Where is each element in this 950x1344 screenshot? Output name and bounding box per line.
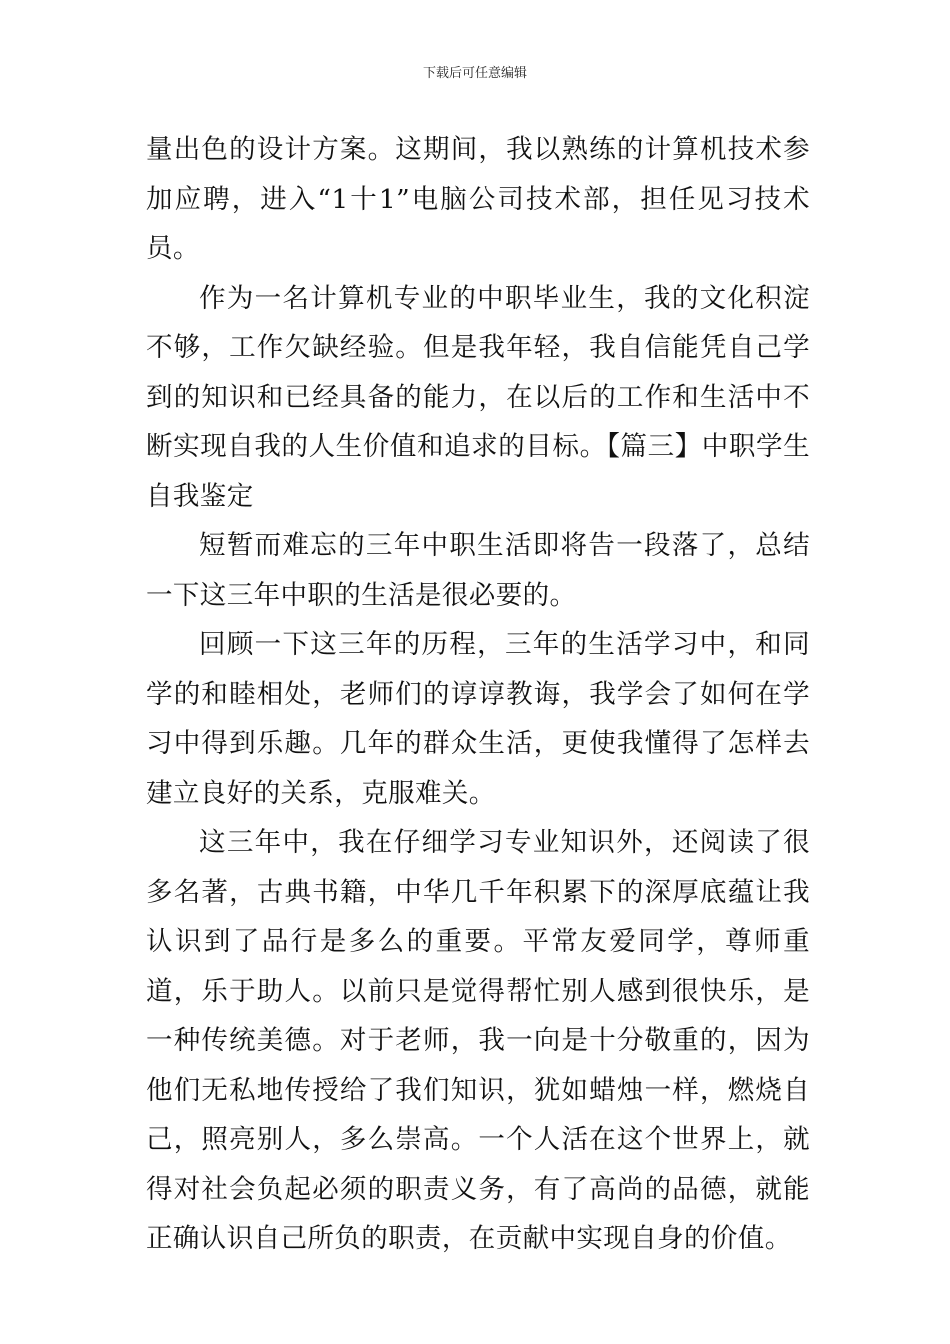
paragraph-continuation: 量出色的设计方案。这期间，我以熟练的计算机技术参加应聘，进入“1十1”电脑公司技术部，担任见习技术员。 bbox=[146, 134, 810, 264]
paragraph-character: 这三年中，我在仔细学习专业知识外，还阅读了很多名著，古典书籍，中华几千年积累下的深厚底蕴让我认识到了品行是多么的重要。平常友爱同学，尊师重道，乐于助人。以前只是觉得帮忙别人感到很快乐，是一种传统美德。对于老师，我一向是十分敬重的，因为他们无私地传授给了我们知识，犹如蜡烛一样，燃烧自己，照亮别人，多么崇高。一个人活在这个世界上，就得对社会负起必须的职责义务，有了高尚的品德，就能正确认识自己所负的职责，在贡献中实现自身的价值。 bbox=[146, 827, 810, 1254]
page-header: 下载后可任意编辑 bbox=[422, 66, 527, 81]
document-body bbox=[146, 125, 810, 1264]
paragraph-graduate-intro: 作为一名计算机专业的中职毕业生，我的文化积淀不够，工作欠缺经验。但是我年轻，我自信能凭自己学到的知识和已经具备的能力，在以后的工作和生活中不断实现自我的人生价值和追求的目标。【篇三】中职学生自我鉴定 bbox=[146, 282, 810, 512]
paragraph-summary-opening: 短暂而难忘的三年中职生活即将告一段落了，总结一下这三年中职的生活是很必要的。 bbox=[146, 530, 810, 611]
paragraph-review: 回顾一下这三年的历程，三年的生活学习中，和同学的和睦相处，老师们的谆谆教诲，我学会了如何在学习中得到乐趣。几年的群众生活，更使我懂得了怎样去建立良好的关系，克服难关。 bbox=[146, 629, 810, 809]
